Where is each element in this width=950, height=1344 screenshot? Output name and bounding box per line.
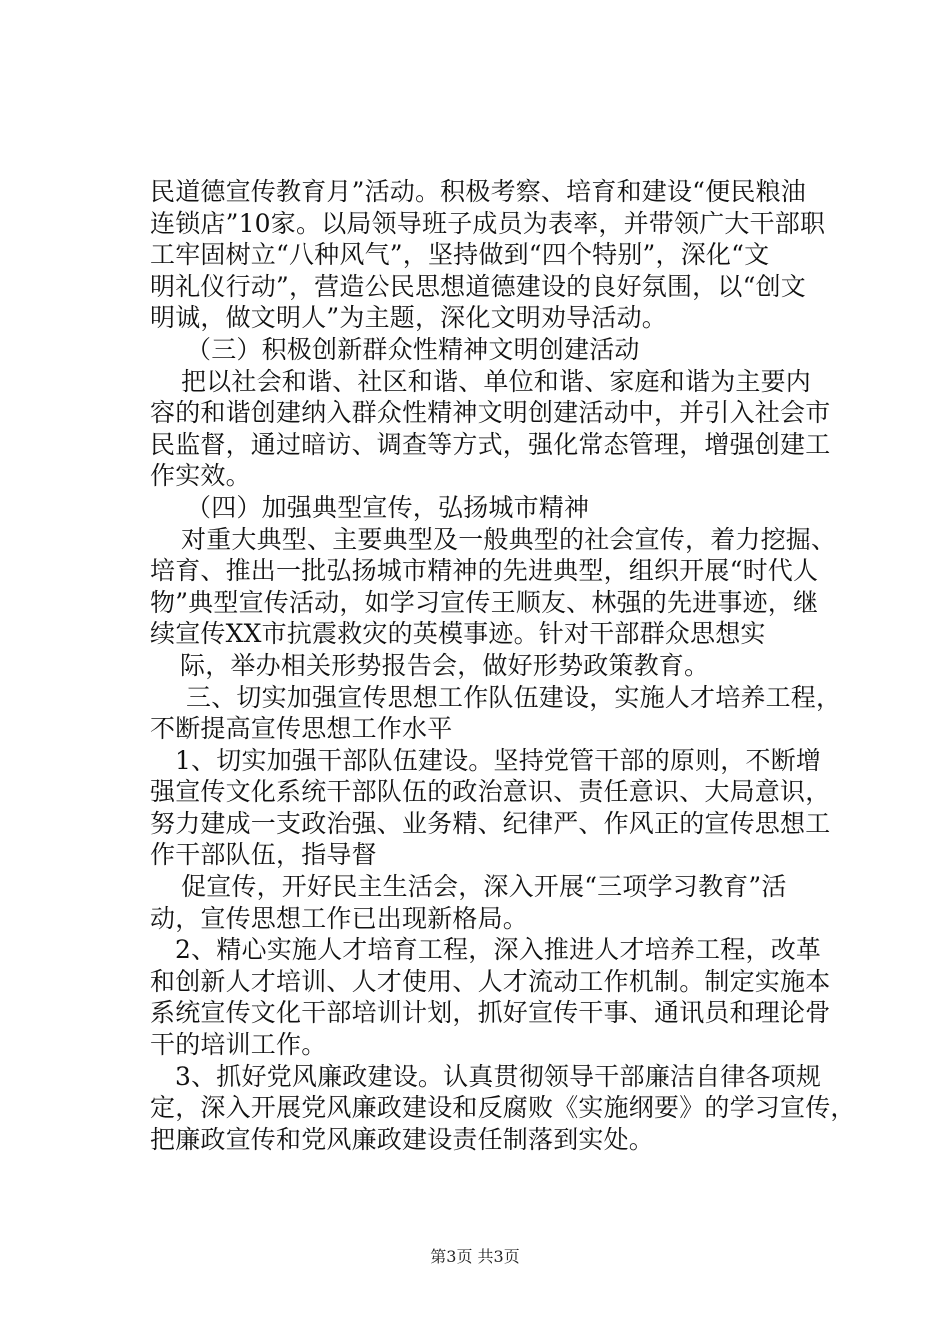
body-line: 2、精心实施人才培育工程，深入推进人才培养工程，改革: [175, 935, 822, 965]
page-footer: [0, 1244, 950, 1267]
body-line: 3、抓好党风廉政建设。认真贯彻领导干部廉洁自律各项规: [175, 1061, 822, 1091]
section-heading: （四）加强典型宣传，弘扬城市精神: [186, 492, 590, 522]
body-line: 容的和谐创建纳入群众性精神文明创建活动中，并引入社会市: [150, 398, 831, 428]
body-line: 连锁店”10家。以局领导班子成员为表率，并带领广大干部职: [150, 208, 826, 238]
body-line: 努力建成一支政治强、业务精、纪律严、作风正的宣传思想工: [150, 808, 831, 838]
body-line: 民监督，通过暗访、调查等方式，强化常态管理，增强创建工: [150, 429, 831, 459]
body-line: 把廉政宣传和党风廉政建设责任制落到实处。: [150, 1124, 655, 1154]
body-line: 把以社会和谐、社区和谐、单位和谐、家庭和谐为主要内: [181, 366, 812, 396]
section-heading: （三）积极创新群众性精神文明创建活动: [186, 334, 640, 364]
body-line: 动，宣传思想工作已出现新格局。: [150, 903, 529, 933]
body-line: 促宣传，开好民主生活会，深入开展“三项学习教育”活: [181, 872, 787, 902]
body-line: 作干部队伍，指导督: [150, 840, 377, 870]
body-line: 1、切实加强干部队伍建设。坚持党管干部的原则，不断增: [175, 745, 822, 775]
body-line: 明诚，做文明人”为主题，深化文明劝导活动。: [150, 303, 667, 333]
page-number-label: 第3页 共3页: [430, 1247, 520, 1266]
body-line: 和创新人才培训、人才使用、人才流动工作机制。制定实施本: [150, 966, 831, 996]
body-line: 强宣传文化系统干部队伍的政治意识、责任意识、大局意识，: [150, 777, 831, 807]
body-line: 际，举办相关形势报告会，做好形势政策教育。: [180, 650, 710, 680]
body-line: 续宣传XX市抗震救灾的英模事迹。针对干部群众思想实: [150, 619, 766, 649]
body-line: 对重大典型、主要典型及一般典型的社会宣传，着力挖掘、: [181, 524, 837, 554]
section-heading: 不断提高宣传思想工作水平: [150, 714, 453, 744]
body-line: 培育、推出一批弘扬城市精神的先进典型，组织开展“时代人: [150, 556, 819, 586]
section-heading: 三、切实加强宣传思想工作队伍建设，实施人才培养工程，: [186, 682, 842, 712]
body-line: 作实效。: [150, 461, 251, 491]
body-line: 系统宣传文化干部培训计划，抓好宣传干事、通讯员和理论骨: [150, 998, 831, 1028]
body-line: 工牢固树立“八种风气”，坚持做到“四个特别”，深化“文: [150, 240, 770, 270]
body-line: 干的培训工作。: [150, 1030, 327, 1060]
body-line: 物”典型宣传活动，如学习宣传王顺友、林强的先进事迹，继: [150, 587, 819, 617]
body-line: 明礼仪行动”，营造公民思想道德建设的良好氛围，以“创文: [150, 271, 806, 301]
document-body: [150, 176, 856, 1155]
body-line: 定，深入开展党风廉政建设和反腐败《实施纲要》的学习宣传，: [150, 1093, 856, 1123]
body-line: 民道德宣传教育月”活动。积极考察、培育和建设“便民粮油: [150, 177, 806, 206]
